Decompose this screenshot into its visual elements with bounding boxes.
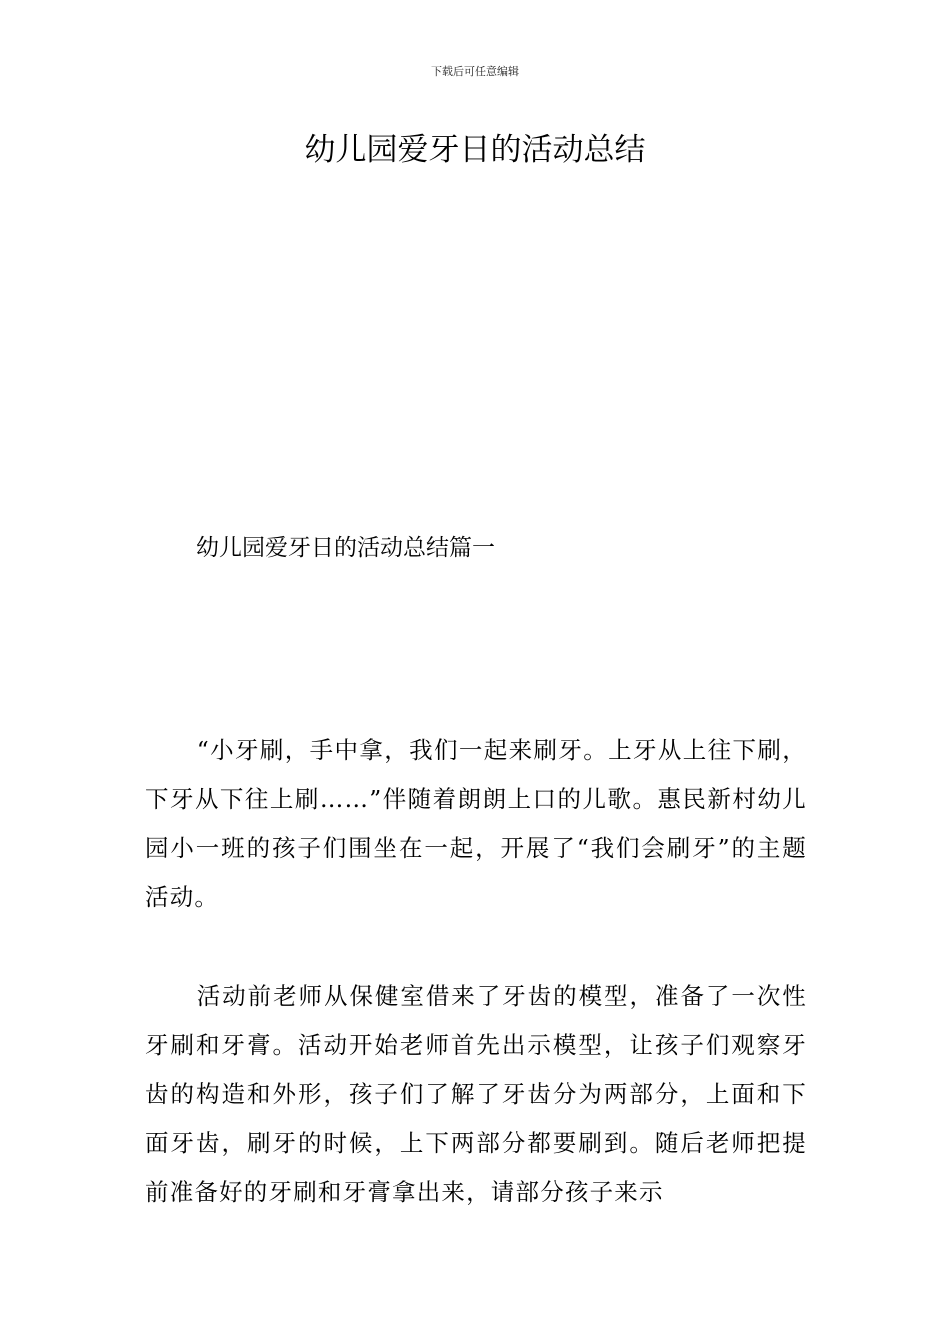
body-paragraph-1: “小牙刷，手中拿，我们一起来刷牙。上牙从上往下刷，下牙从下往上刷……”伴随着朗朗上口的儿歌。惠民新村幼儿园小一班的孩子们围坐在一起，开展了“我们会刷牙”的主题活动。 xyxy=(145,736,807,911)
header-note: 下载后可任意编辑 xyxy=(431,65,519,78)
body-paragraph-2: 活动前老师从保健室借来了牙齿的模型，准备了一次性牙刷和牙膏。活动开始老师首先出示模型，让孩子们观察牙齿的构造和外形，孩子们了解了牙齿分为两部分，上面和下面牙齿，刷牙的时候，上下两部分都要刷到。随后老师把提前准备好的牙刷和牙膏拿出来，请部分孩子来示 xyxy=(145,982,807,1206)
document-title: 幼儿园爱牙日的活动总结 xyxy=(304,132,646,168)
section-heading: 幼儿园爱牙日的活动总结篇一 xyxy=(196,535,495,561)
